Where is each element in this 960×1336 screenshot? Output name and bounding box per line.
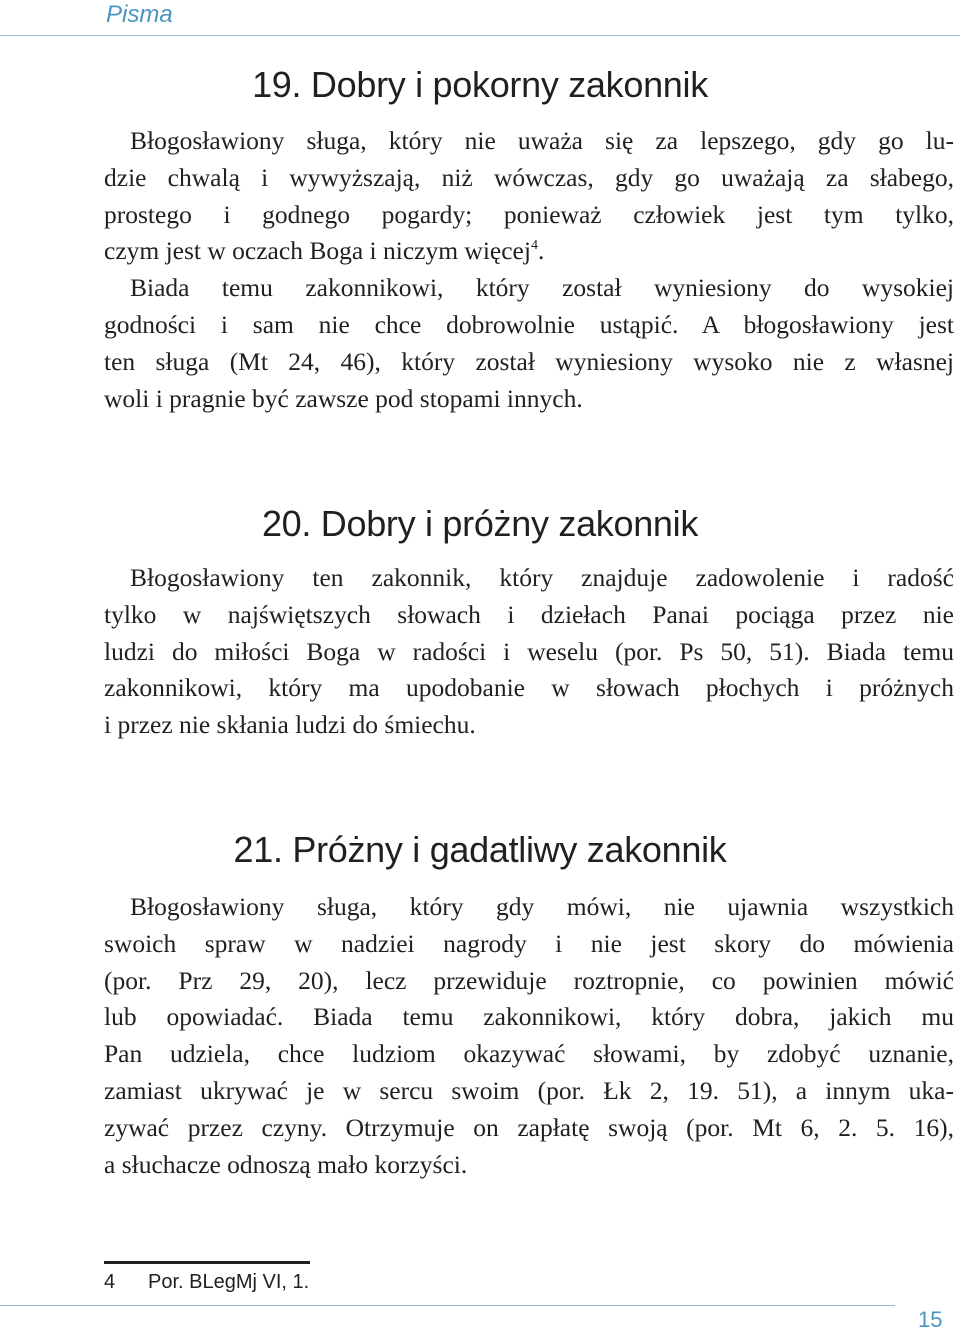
paragraph-line: ten sługa (Mt 24, 46), który został wyniesiony wysoko nie z własnej [104, 346, 954, 376]
paragraph-line: a słuchacze odnoszą mało korzyści. [104, 1149, 468, 1179]
header-rule [0, 35, 960, 36]
paragraph-line: zywać przez czyny. Otrzymuje on zapłatę swoją (por. Mt 6, 2. 5. 16), [104, 1112, 954, 1142]
footnote-rule [104, 1261, 310, 1264]
paragraph-line: swoich spraw w nadziei nagrody i nie jest skory do mówienia [104, 928, 954, 958]
footnote-text: Por. BLegMj VI, 1. [148, 1271, 310, 1293]
paragraph-line: czym jest w oczach Boga i niczym więcej$^4$. [104, 236, 545, 266]
page-number: 15 [918, 1307, 943, 1332]
paragraph-line: i przez nie skłania ludzi do śmiechu. [104, 710, 476, 740]
section-19-paragraph [104, 123, 954, 417]
paragraph-line: zamiast ukrywać je w sercu swoim (por. Łk 2, 19. 51), a innym uka- [104, 1075, 954, 1105]
footnote-number: 4 [104, 1271, 116, 1293]
footnote-reference: 4 [530, 238, 538, 254]
paragraph-line: godności i sam nie chce dobrowolnie ustąpić. A błogosławiony jest [104, 309, 954, 339]
section-title-20: 20. Dobry i próżny zakonnik [261, 503, 699, 544]
section-20-paragraph [104, 560, 954, 744]
paragraph-line: woli i pragnie być zawsze pod stopami innych. [104, 383, 583, 413]
paragraph-line: Błogosławiony ten zakonnik, który znajduje zadowolenie i radość [130, 563, 954, 592]
paragraph-line: dzie chwalą i wywyższają, niż wówczas, gdy go uważają za słabego, [104, 162, 954, 192]
running-header: Pisma [106, 1, 173, 28]
section-title-19: 19. Dobry i pokorny zakonnik [252, 64, 708, 105]
paragraph-line: prostego i godnego pogardy; ponieważ człowiek jest tym tylko, [104, 199, 954, 229]
paragraph-line: lub opowiadać. Biada temu zakonnikowi, który dobra, jakich mu [104, 1002, 954, 1032]
paragraph-line: ludzi do miłości Boga w radości i weselu (por. Ps 50, 51). Biada temu [104, 636, 954, 666]
section-21-paragraph [104, 889, 954, 1183]
paragraph-line: tylko w najświętszych słowach i dziełach Panai pociąga przez nie [104, 599, 954, 629]
paragraph-line: Błogosławiony sługa, który gdy mówi, nie ujawnia wszystkich [130, 892, 954, 921]
footer-rule [0, 1305, 895, 1306]
paragraph-line: Pan udziela, chce ludziom okazywać słowami, by zdobyć uznanie, [104, 1039, 954, 1069]
paragraph-line: (por. Prz 29, 20), lecz przewiduje roztropnie, co powinien mówić [104, 965, 954, 995]
section-title-21: 21. Próżny i gadatliwy zakonnik [233, 829, 727, 870]
paragraph-line: Biada temu zakonnikowi, który został wyniesiony do wysokiej [130, 273, 954, 303]
footnote [104, 1268, 309, 1296]
paragraph-line: Błogosławiony sługa, który nie uważa się za lepszego, gdy go lu- [130, 126, 954, 155]
paragraph-line: zakonnikowi, który ma upodobanie w słowach płochych i próżnych [104, 673, 954, 703]
